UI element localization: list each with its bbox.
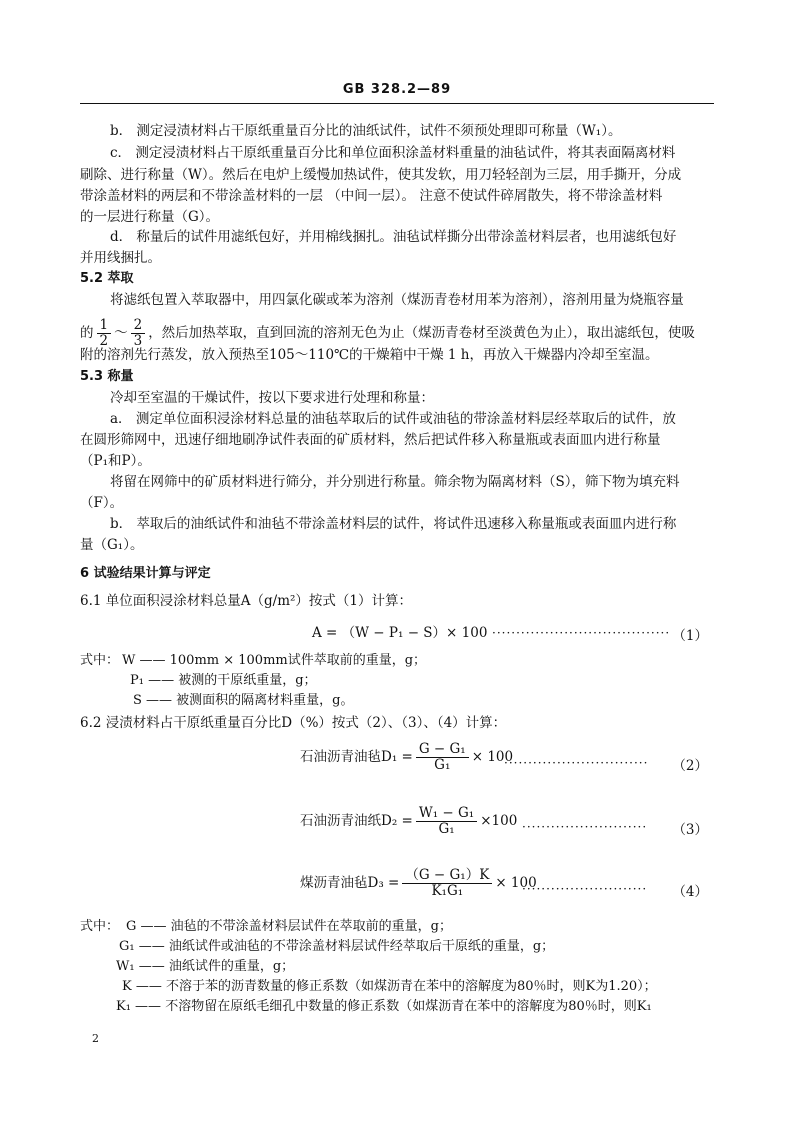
section-5-3-a-line-5: （F）。	[80, 495, 124, 511]
fraction-numerator: W₁ − G₁	[416, 806, 477, 822]
equation-lhs: 石油沥青油纸D₂ =	[300, 813, 413, 829]
paragraph-c-line-4: 的一层进行称量（G）。	[80, 209, 220, 225]
equation-leader-dots: ··························	[522, 882, 648, 896]
equation-4-number: （4）	[672, 884, 708, 900]
equation-3-number: （3）	[672, 822, 708, 838]
paragraph-b-line-1: b． 测定浸渍材料占干原纸重量百分比的油纸试件，试件不须预处理即可称量（W₁）。	[110, 123, 622, 139]
equation-4	[300, 868, 537, 899]
equation-lhs: 石油沥青油毡D₁ =	[300, 749, 413, 765]
equation-tail: ×100	[480, 813, 518, 829]
section-5-2-line-1: 将滤纸包置入萃取器中，用四氯化碳或苯为溶剂（煤沥青卷材用苯为溶剂），溶剂用量为烧瓶容量	[110, 292, 684, 308]
symbol-definition-g1: G₁ —— 油纸试件或油毡的不带涂盖材料层试件经萃取后干原纸的重量，g；	[119, 939, 555, 954]
equation-2-number: （2）	[672, 758, 708, 774]
section-5-3-a-line-4: 将留在网筛中的矿质材料进行筛分，并分别进行称量。筛余物为隔离材料（S），筛下物为填充料	[110, 474, 680, 490]
section-5-3-a-line-2: 在圆形筛网中，迅速仔细地刷净试件表面的矿质材料，然后把试件移入称量瓶或表面皿内进行称量	[80, 432, 661, 448]
equation-leader-dots: ·····································	[492, 626, 671, 640]
symbols-lead: 式中：	[80, 919, 120, 934]
fraction-numerator: （G − G₁）K	[402, 868, 492, 884]
equation-leader-dots: ······························	[504, 756, 649, 770]
section-5-3-b-line-1: b． 萃取后的油纸试件和油毡不带涂盖材料层的试件，将试件迅速移入称量瓶或表面皿内进行称	[110, 516, 677, 532]
paragraph-d-line-1: d． 称量后的试件用滤纸包好，并用棉线捆扎。油毡试样撕分出带涂盖材料层者，也用滤纸包好	[110, 229, 677, 245]
section-5-2-line-3: 附的溶剂先行蒸发，放入预热至105～110℃的干燥箱中干燥 1 h，再放入干燥器内冷却至室温。	[80, 347, 659, 363]
text-fragment: ，然后加热萃取，直到回流的溶剂无色为止（煤沥青卷材至淡黄色为止），取出滤纸包，使吸	[148, 325, 695, 341]
symbols-lead: 式中：	[80, 653, 120, 668]
paragraph-d-line-2: 并用线捆扎。	[80, 250, 161, 266]
equation-fraction	[416, 742, 469, 773]
equation-leader-dots: ··························	[522, 820, 648, 834]
symbol-definition-k: K —— 不溶于苯的沥青数量的修正系数（如煤沥青在苯中的溶解度为80％时，则K为1.20）；	[122, 979, 657, 994]
fraction-denominator: G₁	[438, 821, 455, 837]
section-5-3-a-line-3: （P₁和P）。	[80, 453, 151, 469]
symbol-definition-s: S —— 被测面积的隔离材料重量，g。	[133, 693, 354, 708]
section-5-3-a-line-1: a． 测定单位面积浸涂材料总量的油毡萃取后的试件或油毡的带涂盖材料层经萃取后的试件，放	[110, 411, 676, 427]
fraction-denominator: G₁	[434, 757, 451, 773]
section-6-2-text: 6.2 浸渍材料占干原纸重量百分比D（%）按式（2）、（3）、（4）计算：	[80, 715, 507, 731]
section-5-3-b-line-2: 量（G₁）。	[80, 537, 144, 553]
symbol-definition-k1: K₁ —— 不溶物留在原纸毛细孔中数量的修正系数（如煤沥青在苯中的溶解度为80％时，则K₁	[116, 999, 652, 1014]
text-fragment: ～	[114, 325, 128, 341]
fraction-denominator: 3	[133, 333, 143, 349]
paragraph-c-line-2: 刷除、进行称量（W）。然后在电炉上缓慢加热试件，使其发软，用刀轻轻剖为三层，用手撕开，分成	[80, 167, 682, 183]
symbol-definition-p1: P₁ —— 被测的干原纸重量，g；	[130, 673, 317, 688]
paragraph-c-line-1: c． 测定浸渍材料占干原纸重量百分比和单位面积涂盖材料重量的油毡试件，将其表面隔离材料	[110, 145, 676, 161]
section-6-title: 6 试验结果计算与评定	[80, 566, 211, 581]
section-5-2-title: 5.2 萃取	[80, 271, 134, 286]
symbol-definition-w: W —— 100mm × 100mm试件萃取前的重量，g；	[122, 653, 427, 668]
fraction-one-half	[97, 318, 112, 349]
section-5-3-title: 5.3 称量	[80, 369, 134, 384]
symbol-definition-w1: W₁ —— 油纸试件的重量，g；	[116, 959, 295, 974]
fraction-denominator: 2	[99, 333, 109, 349]
fraction-numerator: 2	[131, 318, 146, 334]
fraction-denominator: K₁G₁	[431, 883, 464, 899]
equation-fraction	[402, 868, 492, 899]
page-header: GB 328.2—89	[342, 82, 452, 97]
fraction-numerator: 1	[97, 318, 112, 334]
equation-tail: × 100	[471, 749, 514, 765]
paragraph-c-line-3: 带涂盖材料的两层和不带涂盖材料的一层 （中间一层）。 注意不使试件碎屑散失，将不带涂盖材料	[80, 188, 663, 204]
fraction-two-thirds	[131, 318, 146, 349]
section-5-2-line-2	[80, 316, 714, 350]
header-rule	[80, 103, 714, 104]
equation-tail: × 100	[495, 875, 537, 891]
equation-2	[300, 742, 513, 773]
fraction-numerator: G − G₁	[416, 742, 469, 758]
section-6-1-text: 6.1 单位面积浸涂材料总量A（g/m²）按式（1）计算：	[80, 593, 413, 609]
equation-lhs: 煤沥青油毡D₃ =	[300, 875, 400, 891]
symbol-definition-g: G —— 油毡的不带涂盖材料层试件在萃取前的重量，g；	[126, 919, 452, 934]
page-number: 2	[92, 1032, 99, 1045]
equation-3	[300, 806, 517, 837]
text-fragment: 的	[80, 325, 94, 341]
equation-1: A = （W − P₁ − S）× 100	[312, 625, 488, 641]
section-5-3-line-1: 冷却至室温的干燥试件，按以下要求进行处理和称量：	[110, 390, 434, 406]
equation-1-number: （1）	[672, 628, 708, 644]
equation-fraction	[416, 806, 477, 837]
